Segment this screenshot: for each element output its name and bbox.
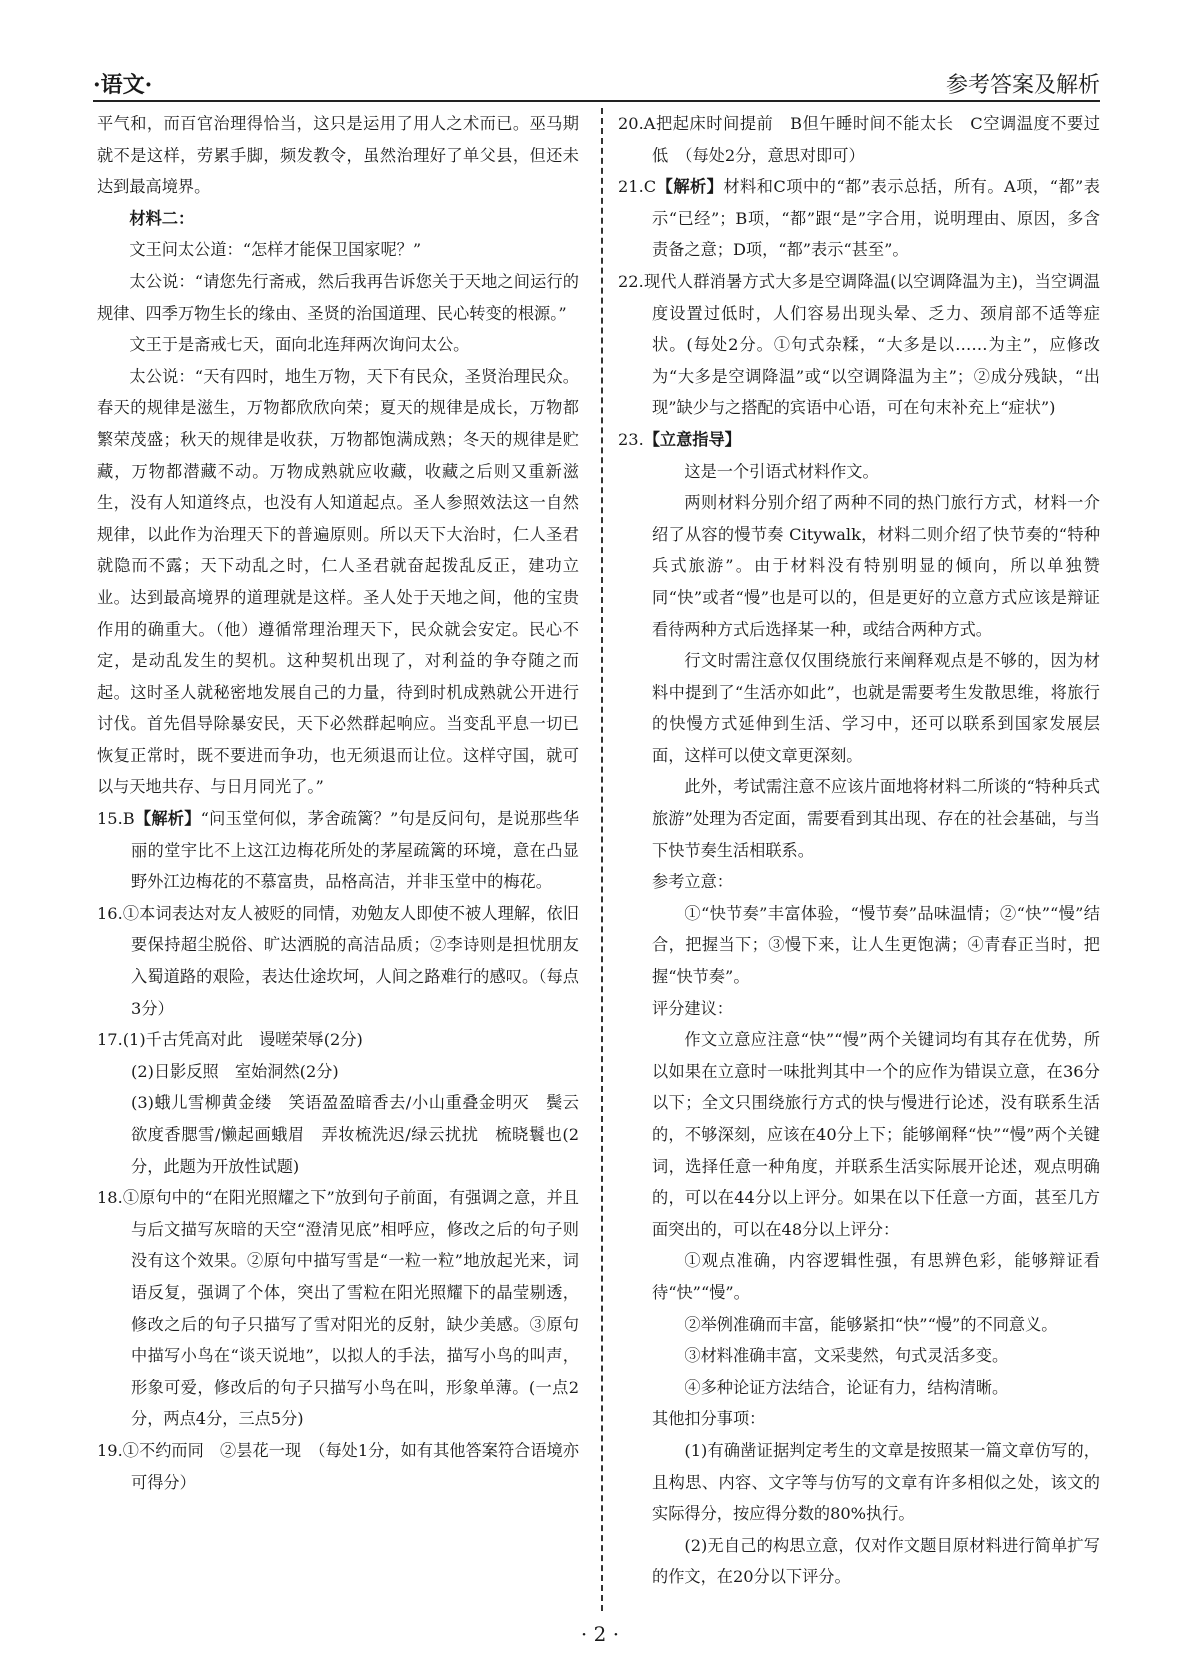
paragraph: 太公说：“请您先行斋戒，然后我再告诉您关于天地之间运行的规律、四季万物生长的缘由、圣贤的治国道理、民心转变的根源。”: [97, 271, 579, 323]
paragraph: ②举例准确而丰富，能够紧扣“快”“慢”的不同意义。: [684, 1314, 1058, 1334]
column-divider: [601, 108, 603, 1611]
material-two-title: 材料二：: [129, 208, 195, 228]
answer-text: “问玉堂何似，茅舍疏篱？”句是反问句，是说那些华丽的堂宇比不上这江边梅花所处的茅屋疏篱的环境，意在凸显野外江边梅花的不慕富贵，品格高洁，并非玉堂中的梅花。: [131, 809, 580, 892]
paragraph: 这是一个引语式材料作文。: [684, 461, 879, 481]
left-column: [97, 108, 579, 1498]
answer-22: 22.现代人群消暑方式大多是空调降温(以空调降温为主)，当空调温度设置过低时，人们容易出现头晕、乏力、颈肩部不适等症状。(每处2分。①句式杂糅，“大多是以……为主”，应修改为“大多是空调降温”或“以空调降温为主”；②成分残缺，“出现”缺少与之搭配的宾语中心语，可在句末补充上“症状”): [618, 271, 1100, 418]
paragraph: (2)无自己的构思立意，仅对作文题目原材料进行简单扩写的作文，在20分以下评分。: [652, 1535, 1100, 1587]
answer-number: 23.: [618, 429, 644, 449]
paragraph: ③材料准确丰富，文采斐然，句式灵活多变。: [684, 1346, 1009, 1366]
header-rule: [93, 100, 1100, 102]
answer-17-2: (2)日影反照 室始洞然(2分): [131, 1061, 339, 1081]
paragraph: 文王问太公道：“怎样才能保卫国家呢？”: [129, 240, 422, 260]
paragraph: ④多种论证方法结合，论证有力，结构清晰。: [684, 1377, 1009, 1397]
paragraph: (1)有确凿证据判定考生的文章是按照某一篇文章仿写的，且构思、内容、文字等与仿写的文章有许多相似之处，该文的实际得分，按应得分数的80%执行。: [652, 1440, 1100, 1524]
paragraph: 文王于是斋戒七天，面向北连拜两次询问太公。: [129, 335, 470, 355]
answer-text: 材料和C项中的“都”表示总括，所有。A项，“都”表示“已经”；B项，“都”跟“是”字合用，说明理由、原因，多含责备之意；D项，“都”表示“甚至”。: [652, 177, 1100, 260]
essay-guidance: [618, 456, 1100, 1593]
scoring-label: 评分建议：: [652, 998, 733, 1018]
answer-17-1: 17.(1)千古凭高对此 谩嗟荣辱(2分): [97, 1030, 363, 1050]
paragraph: 作文立意应注意“快”“慢”两个关键词均有其存在优势，所以如果在立意时一味批判其中一个的应作为错误立意，在36分以下；全文只围绕旅行方式的快与慢进行论述，没有联系生活的，不够深刻，应该在40分上下；能够阐释“快”“慢”两个关键词，选择任意一种角度，并联系生活实际展开论述，观点明确的，可以在44分以上评分。如果在以下任意一方面，甚至几方面突出的，可以在48分以上评分：: [652, 1030, 1100, 1239]
deductions-label: 其他扣分事项：: [652, 1409, 766, 1429]
answer-17-3: (3)蛾儿雪柳黄金缕 笑语盈盈暗香去/小山重叠金明灭 鬓云欲度香腮雪/懒起画蛾眉 弄妆梳洗迟/绿云扰扰 梳晓鬟也(2分，此题为开放性试题): [131, 1093, 579, 1176]
subject-label: ·语文·: [93, 72, 153, 98]
page-number: · 2 ·: [580, 1622, 620, 1646]
paragraph: 太公说：“天有四时，地生万物，天下有民众，圣贤治理民众。春天的规律是滋生，万物都欣欣向荣；夏天的规律是成长，万物都繁荣茂盛；秋天的规律是收获，万物都饱满成熟；冬天的规律是贮藏，万物都潜藏不动。万物成熟就应收藏，收藏之后则又重新滋生，没有人知道终点，也没有人知道起点。圣人参照效法这一自然规律，以此作为治理天下的普遍原则。所以天下大治时，仁人圣君就隐而不露；天下动乱之时，仁人圣君就奋起拨乱反正，建功立业。达到最高境界的道理就是这样。圣人处于天地之间，他的宝贵作用的确重大。（他）遵循常理治理天下，民众就会安定。民心不定，是动乱发生的契机。这种契机出现了，对利益的争夺随之而起。这时圣人就秘密地发展自己的力量，待到时机成熟就公开进行讨伐。首先倡导除暴安民，天下必然群起响应。当变乱平息一切已恢复正常时，既不要进而争功，也无须退而让位。这样守国，就可以与天地共存、与日月同光了。”: [97, 366, 579, 797]
paragraph: 此外，考试需注意不应该片面地将材料二所谈的“特种兵式旅游”处理为否定面，需要看到其出现、存在的社会基础，与当下快节奏生活相联系。: [652, 777, 1100, 860]
answer-21: [618, 171, 1100, 266]
analysis-tag: 【解析】: [656, 177, 724, 197]
page-title: 参考答案及解析: [945, 73, 1100, 98]
guidance-tag: 【立意指导】: [643, 429, 741, 449]
material-one-continued: 平气和，而百官治理得恰当，这只是运用了用人之术而已。巫马期就不是这样，劳累手脚，频发教令，虽然治理好了单父县，但还未达到最高境界。: [97, 114, 579, 197]
reference-ideas-label: 参考立意：: [652, 872, 733, 892]
analysis-tag: 【解析】: [134, 809, 201, 829]
paragraph: 行文时需注意仅仅围绕旅行来阐释观点是不够的，因为材料中提到了“生活亦如此”，也就是需要考生发散思维，将旅行的快慢方式延伸到生活、学习中，还可以联系到国家发展层面，这样可以使文章更深刻。: [652, 651, 1100, 765]
answer-20: 20.A把起床时间提前 B但午睡时间不能太长 C空调温度不要过低 （每处2分，意思对即可）: [618, 114, 1100, 165]
answer-number: 15.B: [97, 809, 135, 829]
answer-23-heading: [618, 424, 1100, 456]
answer-number: 21.C: [618, 177, 657, 197]
paragraph: ①“快节奏”丰富体验，“慢节奏”品味温情；②“快”“慢”结合，把握当下；③慢下来，让人生更饱满；④青春正当时，把握“快节奏”。: [652, 903, 1100, 987]
paragraph: ①观点准确，内容逻辑性强，有思辨色彩，能够辩证看待“快”“慢”。: [652, 1251, 1100, 1302]
right-column: [618, 108, 1100, 1593]
answer-18: 18.①原句中的“在阳光照耀之下”放到句子前面，有强调之意，并且与后文描写灰暗的天空“澄清见底”相呼应，修改之后的句子则没有这个效果。②原句中描写雪是“一粒一粒”地放起光来，词语反复，强调了个体，突出了雪粒在阳光照耀下的晶莹剔透，修改之后的句子只描写了雪对阳光的反射，缺少美感。③原句中描写小鸟在“谈天说地”，以拟人的手法，描写小鸟的叫声，形象可爱，修改后的句子只描写小鸟在叫，形象单薄。(一点2分，两点4分，三点5分): [97, 1188, 579, 1429]
answer-16: 16.①本词表达对友人被贬的同情，劝勉友人即使不被人理解，依旧要保持超尘脱俗、旷达洒脱的高洁品质；②李诗则是担忧朋友入蜀道路的艰险，表达仕途坎坷，人间之路难行的感叹。（每点3分）: [97, 903, 579, 1018]
answer-15: [97, 803, 579, 898]
answer-19: 19.①不约而同 ②昙花一现 （每处1分，如有其他答案符合语境亦可得分）: [97, 1440, 579, 1492]
paragraph: 两则材料分别介绍了两种不同的热门旅行方式，材料一介绍了从容的慢节奏 Citywalk，材料二则介绍了快节奏的“特种兵式旅游”。由于材料没有特别明显的倾向，所以单独赞同“快”或者“慢”也是可以的，但是更好的立意方式应该是辩证看待两种方式后选择某一种，或结合两种方式。: [652, 493, 1100, 639]
